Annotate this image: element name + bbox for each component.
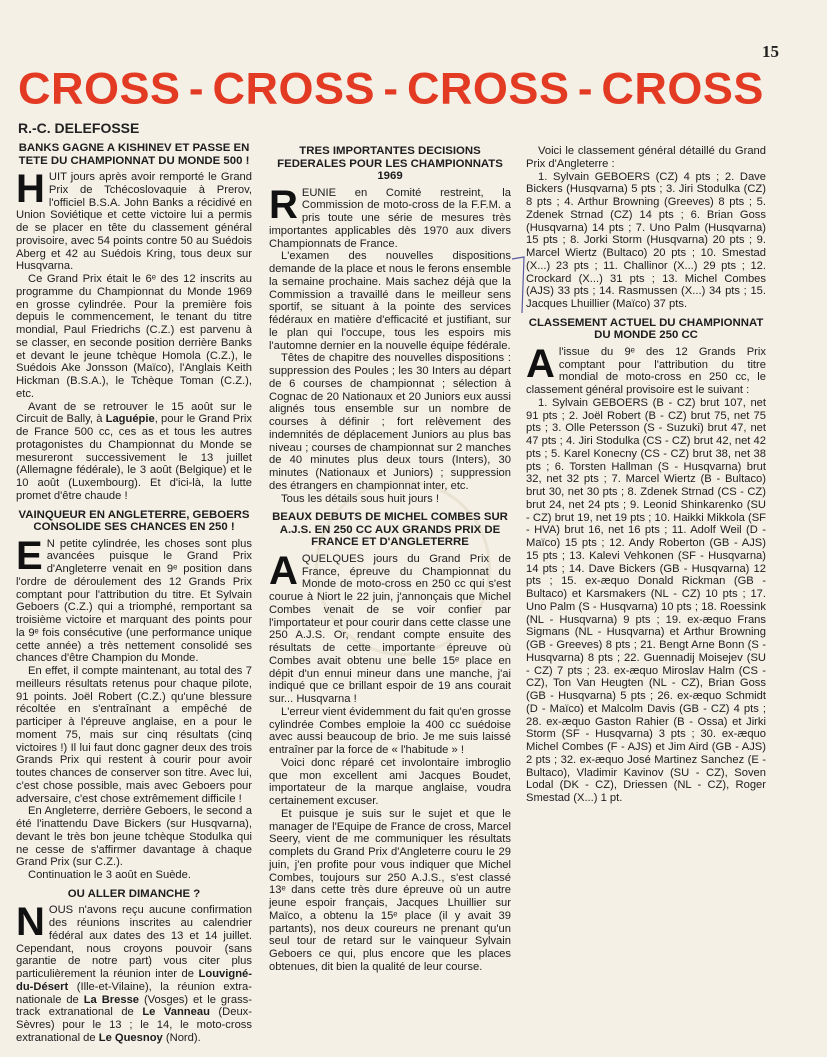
dropcap-n: N (16, 900, 45, 945)
classement-results: 1. Sylvain GEBOERS (B - CZ) brut 107, net 91 pts ; 2. Joël Robert (B - CZ) brut 75, net 75 pts ; 3. Olle Petersson (S - Suzuki) brut 47, net 47 pts ; 4. Jiri Stodulka (CS - CZ) brut 42, net 42 pts ; 5. Karel Konecny (CS - CZ) brut 38, net 38 pts ; 6. Torsten Hallman (S - Husqvarna) brut 32, net 32 pts ; 7. Marcel Wiertz (B - Bultaco) brut 30, net 30 pts ; 8. Zdenek Strnad (CS - CZ) brut 24, net 24 pts ; 9. Leonid Shinkarenko (SU - CZ) brut 19, net 19 pts ; 10. Haikki Mikkola (SF - HVA) brut 16, net 16 pts ; 11. Adolf Weil (D - Maïco) 15 pts ; 12. Andy Roberton (GB - AJS) 15 pts ; 13. Kalevi Vehkonen (SF - Husqvarna) 14 pts ; 14. Dave Bickers (GB - Husqvarna) 12 pts ; 15. ex-æquo Donald Rickman (GB - Bultaco) et Karsmakers (NL - CZ) 10 pts ; 17. Uno Palm (S - Husqvarna) 10 pts ; 18. Roessink (NL - Husqvarna) 9 pts ; 19. ex-æquo Frans Sigmans (NL - Husqvarna) et Arthur Browning (GB - Greeves) 8 pts ; 21. Bengt Arne Bonn (S - Husqvarna) 8 pts ; 22. Guennadij Moisejev (SU - CZ) 7 pts ; 23. ex-æquo Miroslav Halm (CS - CZ), Ton Van Heugten (NL - CZ), Brian Goss (GB - Husqvarna) 5 pts ; 26. ex-æquo Schmidt (D - Maïco) et Malcolm Davis (GB - CZ) 4 pts ; 28. ex-æquo Gaston Rahier (B - Ossa) et Jirki Storm (SF - Husqvarna) 3 pts ; 30. ex-æquo Michel Combes (F - AJS) et Jim Aird (GB - AJS) 2 pts ; 32. ex-æquo José Martinez Sanchez (E - Bultaco), Vladimir Kavinov (SU - CZ), Soven Lodal (DK - CZ), Driessen (NL - CZ), Roger Smestad (X...) 1 pt. (526, 396, 766, 804)
angleterre-paragraph-1: E N petite cylindrée, les choses sont plus avancées puisque le Grand Prix d'Angleterre venait en 9ᵉ position dans l'ordre de déroulement des 12 Grands Prix comptant pour l'attribution du titre. Et Sylvain Geboers (C.Z.) qui a triomphé, remportant sa troisième victoire et marquant des points pour la 9ᵉ fois consécutive (une performance unique cette année) a très nettement consolidé ses chances d'être Champion du Monde. (16, 533, 252, 665)
decisions-paragraph-4: Tous les détails sous huit jours ! (281, 492, 439, 505)
page-number: 15 (762, 42, 779, 61)
classement-paragraph-1: Al'issue du 9ᵉ des 12 Grands Prix comptant pour l'attribution du titre mondial de moto-cross en 250 cc, le classement général provisoire est le suivant : (526, 341, 766, 396)
dropcap-h: H (16, 167, 45, 211)
dropcap-r: R (269, 182, 298, 227)
banner-word-1: CROSS (18, 63, 181, 114)
combes-paragraph-4: Et puisque je suis sur le sujet et que le manager de l'Equipe de France de cross, Marcel Seery, vient de me communiquer les résultats complets du Grand Prix d'Angleterre couru le 29 juin, j'en profite pour vous indiquer que Michel Combes, toujours sur 250 A.J.S., s'est classé 13ᵉ dans cette très dure épreuve où un autre jeune espoir français, Jacques Lhuillier sur Maïco, a obtenu la 15ᵉ place (il y avait 39 partants), nos deux coureurs ne prenant qu'un seul tour de retard sur le vainqueur Sylvain Geboers ce qui, plus encore que les places obtenues, dit bien la qualité de leur course. (269, 807, 511, 973)
banner-separator-3: - (577, 64, 594, 113)
combes-paragraph-5: Voici le classement général détaillé du Grand Prix d'Angleterre : (526, 145, 766, 170)
headline-classement: CLASSEMENT ACTUEL DU CHAMPIONNAT DU MONDE 250 CC (528, 316, 764, 342)
author-byline: R.-C. DELEFOSSE (18, 120, 140, 136)
banner-word-4: CROSS (601, 63, 764, 114)
column-3 (526, 145, 766, 805)
headline-angleterre: VAINQUEUR EN ANGLETERRE, GEBOERS CONSOLIDE SES CHANCES EN 250 ! (18, 508, 250, 533)
section-banner (18, 63, 764, 114)
banner-word-2: CROSS (212, 63, 375, 114)
dropcap-a: A (269, 548, 298, 593)
dropcap-a-2: A (526, 341, 555, 386)
decisions-paragraph-2: L'examen des nouvelles dispositions demande de la place et nous le ferons ensemble la semaine prochaine. Mais sachez déjà que la Commission a travaillé dans le meilleur sens sportif, se situant à la pointe des services fédéraux en matière d'efficacité et justifiant, sur le plan qui l'occupe, tous les espoirs mis l'automne dernier en la nouvelle équipe fédérale. (269, 250, 511, 352)
combes-results: 1. Sylvain GEBOERS (CZ) 4 pts ; 2. Dave Bickers (Husqvarna) 5 pts ; 3. Jiri Stodulka (CZ) 8 pts ; 4. Arthur Browning (Greeves) 8 pts ; 5. Zdenek Strnad (CZ) 14 pts ; 6. Brian Goss (Husqvarna) 14 pts ; 7. Uno Palm (Husqvarna) 15 pts ; 8. Jorki Storm (Husqvarna) 20 pts ; 9. Marcel Wiertz (Bultaco) 20 pts ; 10. Smestad (X...) 23 pts ; 11. Challinor (X...) 29 pts ; 12. Crockard (X...) 31 pts ; 13. Michel Combes (AJS) 33 pts ; 14. Rasmussen (X...) 34 pts ; 15. Jacques Lhuillier (Maïco) 37 pts. (526, 170, 766, 310)
headline-decisions: TRES IMPORTANTES DECISIONS FEDERALES POUR LES CHAMPIONNATS 1969 (277, 145, 503, 182)
decisions-paragraph-3: Têtes de chapitre des nouvelles dispositions : suppression des Poules ; les 30 Inters au départ de 6 courses de championnat ; sélection à Cognac de 20 Nationaux et 20 Juniors eux aussi alignés tous ensemble sur un nombre de courses à définir ; fort relèvement des indemnités de déplacement Juniors au plus bas niveau ; courses de championnat sur 2 manches de 40 minutes plus deux tours (Inters), 30 minutes (Nationaux et Juniors) ; suppression des étrangers en championnat inter, etc. (269, 352, 511, 492)
headline-combes: BEAUX DEBUTS DE MICHEL COMBES SUR A.J.S. EN 250 CC AUX GRANDS PRIX DE FRANCE ET D'ANGLETERRE (272, 511, 508, 549)
decisions-paragraph-1: REUNIE en Comité restreint, la Commission de moto-cross de la F.F.M. a pris toute une série de mesures très importantes applicables dès 1970 aux divers Championnats de France. (269, 182, 511, 250)
banner-word-3: CROSS (406, 63, 570, 114)
banks-paragraph-1: HUIT jours après avoir remporté le Grand Prix de Tchécoslovaquie à Prerov, l'officiel B.S.A. John Banks a récidivé en Union Soviétique et cette victoire lui a permis de se placer en tête du classement général provisoire, avec 54 points contre 50 au Suédois Aberg et 42 au Suédois Kring, tous deux sur Husqvarna. (16, 167, 252, 273)
dropcap-e: E (16, 533, 43, 578)
banks-paragraph-3: Avant de se retrouver le 15 août sur le Circuit de Bally, à Laguépie, pour le Grand Prix de France 500 cc, ces as et tous les autres protagonistes du Championnat du Monde se mesureront successivement le 13 juillet (Allemagne fédérale), le 3 août (Belgique) et le 10 août (Luxembourg). Et d'ici-là, la lutte promet d'être chaude ! (16, 400, 252, 502)
banner-separator-2: - (383, 64, 399, 113)
combes-paragraph-2: L'erreur vient évidemment du fait qu'en grosse cylindrée Combes emploie la 400 cc suédoise avec aussi beaucoup de brio. Je me suis laissé entraîner par la force de « l'habitude » ! (269, 705, 511, 756)
combes-paragraph-3: Voici donc réparé cet involontaire imbroglio que mon excellent ami Jacques Boudet, importateur de la marque anglaise, voudra certainement excuser. (269, 756, 511, 807)
angleterre-paragraph-2: En effet, il compte maintenant, au total des 7 meilleurs résultats retenus pour chaque pilote, 91 points. Joël Robert (C.Z.) qu'une blessure récoltée en s'entraînant a empêché de participer à l'épreuve anglaise, en a pour le moment 75, mais sur cinq résultats (cinq victoires !) Il lui faut donc gagner deux des trois Grands Prix qui restent à courir pour avoir toutes chances de conserver son titre. Avec lui, c'est chose possible, mais avec Geboers pour adversaire, c'est chose extrêmement difficile ! (16, 665, 252, 805)
combes-paragraph-1: AQUELQUES jours du Grand Prix de France, épreuve du Championnat du Monde de moto-cross en 250 cc qui s'est courue à Niort le 22 juin, j'annonçais que Michel Combes venait de se voir confier par l'importateur et pour courir dans cette classe une 250 A.J.S. Or, rendant compte ensuite des résultats de cette importante épreuve où Combes avait obtenu une belle 15ᵉ place en dépit d'un ennui mineur dans une manche, j'ai indiqué que ce brillant espoir de 19 ans courait sur... Husqvarna ! (269, 548, 511, 705)
column-1 (16, 142, 252, 1045)
banks-paragraph-2: Ce Grand Prix était le 6ᵉ des 12 inscrits au programme du Championnat du Monde 1969 en grosse cylindrée. Pour la première fois depuis le commencement, le tenant du titre mondial, Paul Friedrichs (C.Z.) est parvenu à se classer, en seconde position derrière Banks et devant le jeune tchèque Homola (C.Z.), le Suédois Ake Jonsson (Maïco), l'Anglais Keith Hickman (B.S.A.), le Tchèque Toman (C.Z.), etc. (16, 273, 252, 400)
headline-banks: BANKS GAGNE A KISHINEV ET PASSE EN TETE DU CHAMPIONNAT DU MONDE 500 ! (18, 142, 250, 167)
dimanche-paragraph-1: NOUS n'avons reçu aucune confirmation des réunions inscrites au calendrier fédéral aux dates des 13 et 14 juillet. Cependant, nous croyons pouvoir (sans garantie de notre part) vous citer plus particulièrement la réunion inter de Louvigné-du-Désert (Ille-et-Vilaine), la réunion extra-nationale de La Bresse (Vosges) et le grass-track extranational de Le Vanneau (Deux-Sèvres) pour le 13 ; le 14, le moto-cross extranational de Le Quesnoy (Nord). (16, 900, 253, 1044)
angleterre-paragraph-4: Continuation le 3 août en Suède. (28, 869, 191, 881)
banner-separator-1: - (188, 64, 205, 113)
column-2 (269, 145, 511, 974)
angleterre-paragraph-3: En Angleterre, derrière Geboers, le second a été l'inattendu Dave Bickers (sur Husqvarna), devant le très bon jeune tchèque Stodulka qui ne cesse de s'affirmer davantage à chaque Grand Prix (sur C.Z.). (16, 805, 252, 869)
headline-dimanche: OU ALLER DIMANCHE ? (67, 887, 201, 900)
